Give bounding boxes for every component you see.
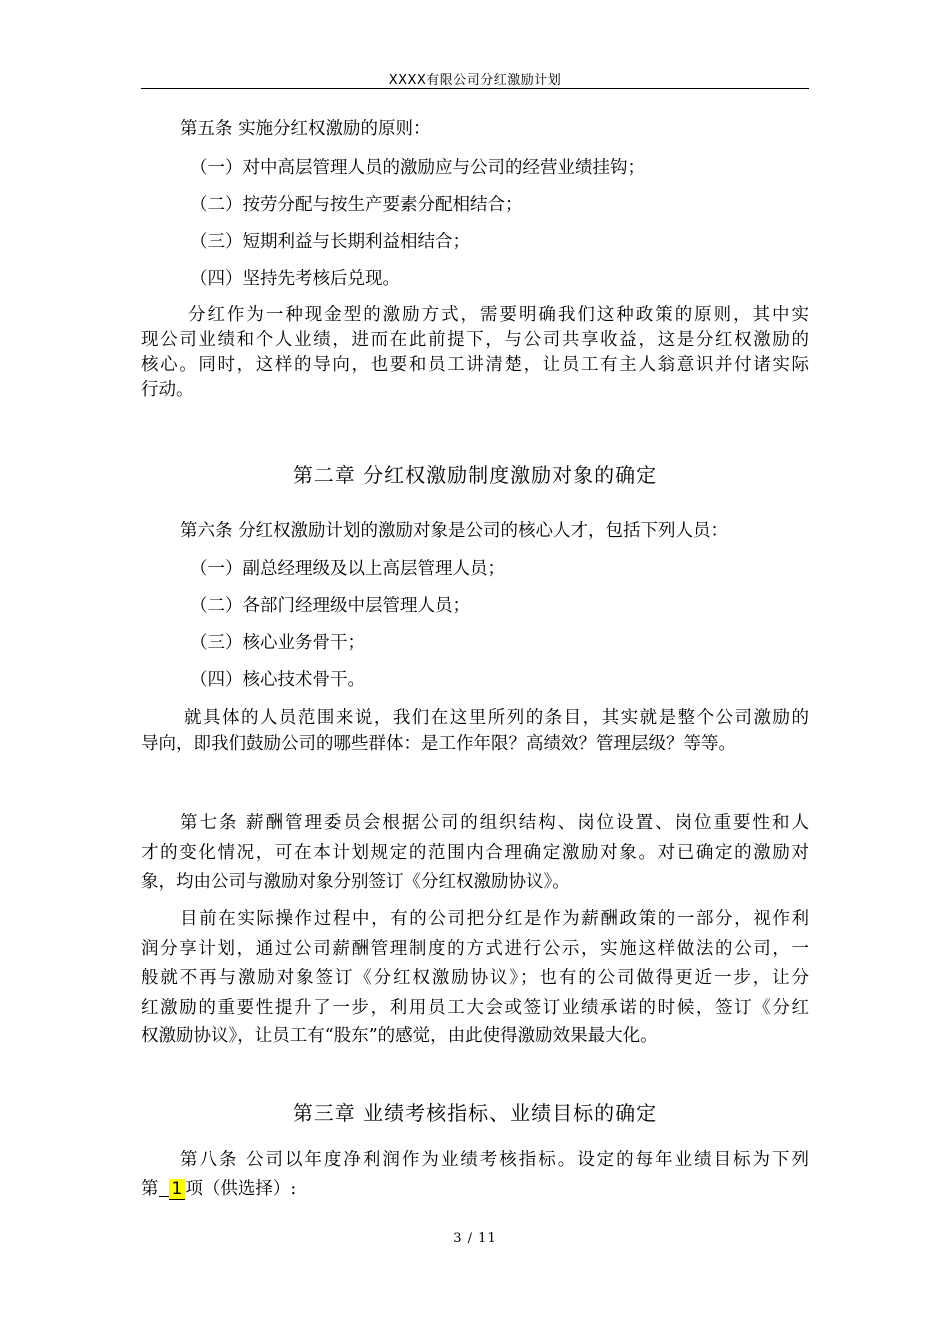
article-5-comment-line-4: 行动。	[141, 380, 194, 400]
article-5-comment-line-3: 核心。同时，这样的导向，也要和员工讲清楚，让员工有主人翁意识并付诸实际	[141, 355, 809, 375]
article-7-comment-line-3: 般就不再与激励对象签订《分红权激励协议》；也有的公司做得更近一步，让分	[141, 968, 809, 988]
article-6-item-3: （三）核心业务骨干；	[190, 633, 365, 653]
article-6-comment-line-2: 导向，即我们鼓励公司的哪些群体：是工作年限？高绩效？管理层级？等等。	[141, 734, 736, 754]
article-6-item-1: （一）副总经理级及以上高层管理人员；	[190, 559, 505, 579]
article-5-item-2: （二）按劳分配与按生产要素分配相结合；	[190, 195, 523, 215]
fill-blank-underline	[159, 1178, 169, 1197]
article-5-comment-line-1: 分红作为一种现金型的激励方式，需要明确我们这种政策的原则，其中实	[188, 305, 809, 325]
article-7-line-3: 象，均由公司与激励对象分别签订《分红权激励协议》。	[141, 872, 570, 892]
article-5-item-4: （四）坚持先考核后兑现。	[190, 269, 400, 289]
article-8-line-1: 第八条 公司以年度净利润作为业绩考核指标。设定的每年业绩目标为下列	[180, 1150, 809, 1170]
article-6-item-4: （四）核心技术骨干。	[190, 670, 365, 690]
article-6-comment-line-1: 就具体的人员范围来说，我们在这里所列的条目，其实就是整个公司激励的	[184, 708, 809, 728]
article-7-comment-line-4: 红激励的重要性提升了一步，利用员工大会或签订业绩承诺的时候，签订《分红	[141, 998, 809, 1018]
page-header-title: XXXX有限公司分红激励计划	[388, 73, 562, 88]
article-7-comment-line-1: 目前在实际操作过程中，有的公司把分红是作为薪酬政策的一部分，视作利	[180, 909, 809, 929]
article-6-item-2: （二）各部门经理级中层管理人员；	[190, 596, 470, 616]
highlighted-fill-value: 1	[169, 1179, 186, 1200]
chapter-2-title: 第二章 分红权激励制度激励对象的确定	[292, 463, 658, 487]
article-5-item-1: （一）对中高层管理人员的激励应与公司的经营业绩挂钩；	[190, 158, 645, 178]
article-6-heading: 第六条 分红权激励计划的激励对象是公司的核心人才，包括下列人员：	[180, 521, 729, 541]
chapter-3-title: 第三章 业绩考核指标、业绩目标的确定	[292, 1101, 658, 1125]
article-7-line-2: 才的变化情况，可在本计划规定的范围内合理确定激励对象。对已确定的激励对	[141, 843, 809, 863]
article-7-comment-line-5: 权激励协议》，让员工有“股东”的感觉，由此使得激励效果最大化。	[141, 1026, 658, 1046]
article-5-comment-line-2: 现公司业绩和个人业绩，进而在此前提下，与公司共享收益，这是分红权激励的	[141, 330, 809, 350]
header-rule	[141, 88, 809, 89]
article-7-comment-line-2: 润分享计划，通过公司薪酬管理制度的方式进行公示，实施这样做法的公司，一	[141, 939, 809, 959]
article-8-line-2	[141, 1177, 809, 1201]
article-5-item-3: （三）短期利益与长期利益相结合；	[190, 232, 470, 252]
page-number: 3 / 11	[453, 1231, 497, 1246]
article-8-line-2-prefix: 第	[141, 1179, 159, 1199]
article-7-line-1: 第七条 薪酬管理委员会根据公司的组织结构、岗位设置、岗位重要性和人	[180, 813, 809, 833]
article-8-line-2-suffix: 项（供选择）:	[185, 1179, 297, 1199]
article-5-heading: 第五条 实施分红权激励的原则：	[180, 119, 431, 139]
